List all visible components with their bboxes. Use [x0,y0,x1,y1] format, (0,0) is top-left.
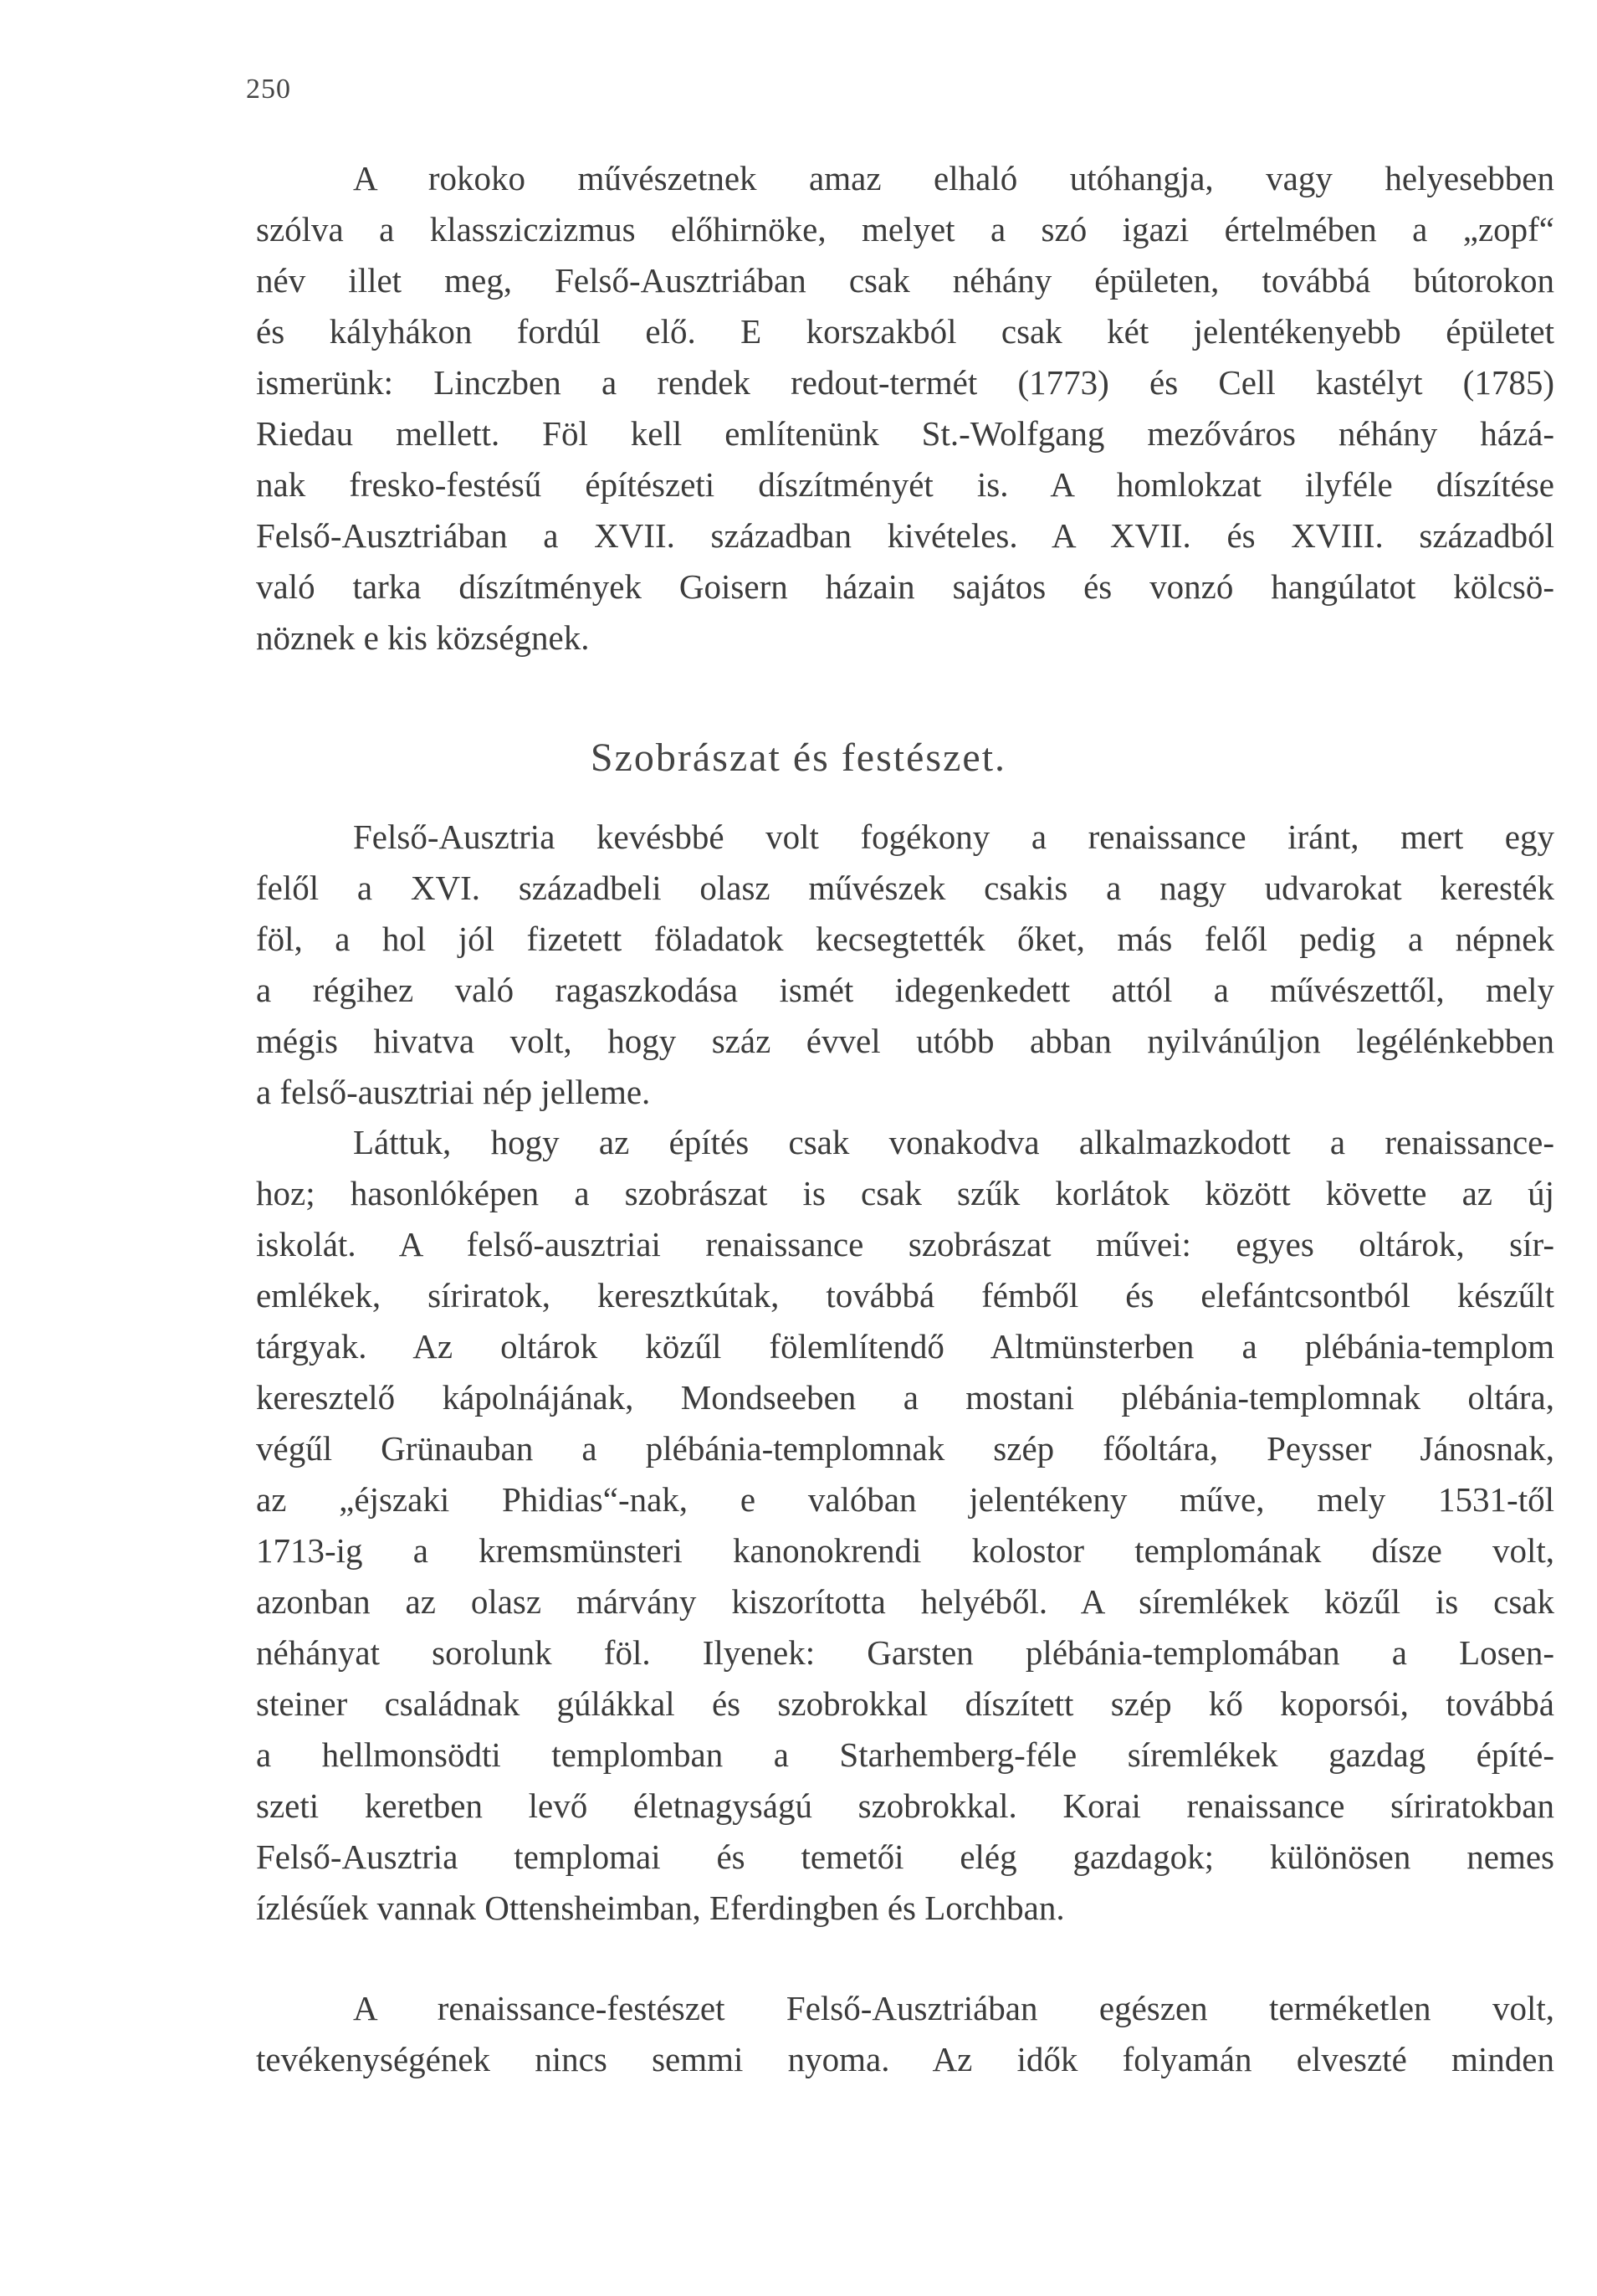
text-line: Riedau mellett. Föl kell említenünk St.-Wolfgang mezőváros néhány házá- [256,414,1554,453]
paragraph-painting [256,1983,1554,2085]
text-line: hoz; hasonlóképen a szobrászat is csak szűk korlátok között követte az új [256,1174,1554,1212]
text-line: szeti keretben levő életnagyságú szobrokkal. Korai renaissance síriratokban [256,1786,1554,1825]
text-line: azonban az olasz márvány kiszorította helyéből. A síremlékek közűl is csak [256,1582,1554,1621]
text-line: a felső-ausztriai nép jelleme. [256,1073,651,1111]
text-line: 1713-ig a kremsmünsteri kanonokrendi kolostor templomának dísze volt, [256,1531,1554,1570]
text-line: föl, a hol jól fizetett föladatok kecsegtették őket, más felől pedig a népnek [256,920,1554,958]
text-line: felől a XVI. századbeli olasz művészek csakis a nagy udvarokat keresték [256,869,1554,907]
text-line: keresztelő kápolnájának, Mondseeben a mostani plébánia-templomnak oltára, [256,1378,1554,1417]
text-line: mégis hivatva volt, hogy száz évvel utóbb abban nyilvánúljon legélénkebben [256,1022,1554,1060]
text-line: ismerünk: Linczben a rendek redout-termét (1773) és Cell kastélyt (1785) [256,363,1554,402]
text-line: ízlésűek vannak Ottensheimban, Eferdingben és Lorchban. [256,1889,1065,1927]
text-line: szólva a klassziczizmus előhirnöke, melyet a szó igazi értelmében a „zopf“ [256,210,1554,249]
text-line: a régihez való ragaszkodása ismét idegenkedett attól a művészettől, mely [256,971,1554,1009]
paragraph-sculpture [256,1117,1554,1934]
text-line: néhányat sorolunk föl. Ilyenek: Garsten plébánia-templomában a Losen- [256,1633,1554,1672]
text-line: emlékek, síriratok, keresztkútak, továbbá fémből és elefántcsontból készűlt [256,1276,1554,1315]
text-line: való tarka díszítmények Goisern házain sajátos és vonzó hangúlatot kölcsö- [256,567,1554,606]
text-line: iskolát. A felső-ausztriai renaissance szobrászat művei: egyes oltárok, sír- [256,1225,1554,1263]
page-number: 250 [246,74,291,105]
section-heading: Szobrászat és festészet. [590,735,1007,780]
text-line: nöznek e kis községnek. [256,618,590,657]
text-line: Felső-Ausztria kevésbbé volt fogékony a renaissance iránt, mert egy [353,817,1554,856]
text-line: Felső-Ausztriában a XVII. században kivételes. A XVII. és XVIII. századból [256,516,1554,555]
text-line: nak fresko-festésű építészeti díszítményét is. A homlokzat ilyféle díszítése [256,465,1554,504]
text-line: steiner családnak gúlákkal és szobrokkal díszített szép kő koporsói, továbbá [256,1684,1554,1723]
text-line: A renaissance-festészet Felső-Ausztriában egészen terméketlen volt, [353,1989,1554,2027]
text-line: Láttuk, hogy az építés csak vonakodva alkalmazkodott a renaissance- [353,1123,1554,1161]
paragraph-rococo [256,153,1554,664]
text-line: tárgyak. Az oltárok közűl fölemlítendő Altmünsterben a plébánia-templom [256,1327,1554,1366]
text-line: Felső-Ausztria templomai és temetői elég gazdagok; különösen nemes [256,1837,1554,1876]
text-line: az „éjszaki Phidias“-nak, e valóban jelentékeny műve, mely 1531-től [256,1480,1554,1519]
text-line: név illet meg, Felső-Ausztriában csak néhány épületen, továbbá bútorokon [256,261,1554,300]
text-line: a hellmonsödti templomban a Starhemberg-féle síremlékek gazdag építé- [256,1735,1554,1774]
text-line: tevékenységének nincs semmi nyoma. Az idők folyamán elveszté minden [256,2040,1554,2078]
text-line: A rokoko művészetnek amaz elhaló utóhangja, vagy helyesebben [353,159,1554,197]
text-line: végűl Grünauban a plébánia-templomnak szép főoltára, Peysser Jánosnak, [256,1429,1554,1468]
paragraph-renaissance-intro [256,812,1554,1118]
text-line: és kályhákon fordúl elő. E korszakból csak két jelentékenyebb épületet [256,312,1554,351]
